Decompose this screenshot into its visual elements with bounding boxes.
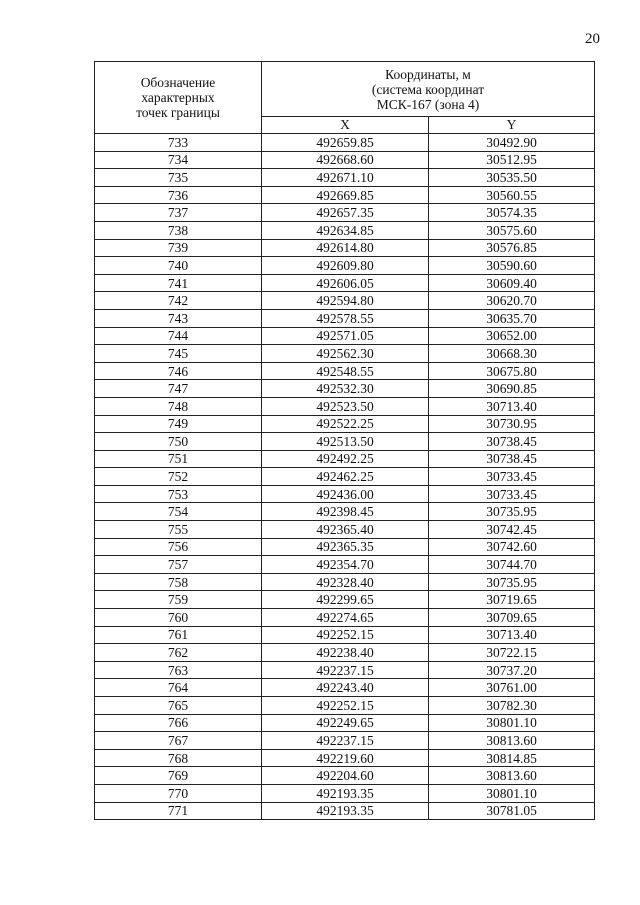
y-coordinate-cell: 30535.50 [429,169,595,187]
table-row [95,327,595,345]
y-coordinate-cell: 30801.10 [429,784,595,802]
table-row [95,468,595,486]
y-coordinate-cell: 30735.95 [429,573,595,591]
table-row [95,679,595,697]
x-coordinate-cell: 492462.25 [262,468,429,486]
y-coordinate-cell: 30713.40 [429,397,595,415]
point-cell: 747 [95,380,262,398]
x-coordinate-cell: 492578.55 [262,309,429,327]
x-coordinate-cell: 492634.85 [262,221,429,239]
y-column-header: Y [429,117,595,134]
point-cell: 762 [95,644,262,662]
point-cell: 753 [95,485,262,503]
point-cell: 771 [95,802,262,820]
point-cell: 741 [95,274,262,292]
y-coordinate-cell: 30738.45 [429,433,595,451]
x-coordinate-cell: 492594.80 [262,292,429,310]
table-row [95,697,595,715]
y-coordinate-cell: 30813.60 [429,767,595,785]
point-cell: 759 [95,591,262,609]
point-cell: 754 [95,503,262,521]
y-coordinate-cell: 30737.20 [429,661,595,679]
x-coordinate-cell: 492299.65 [262,591,429,609]
table-row [95,644,595,662]
point-cell: 763 [95,661,262,679]
point-cell: 733 [95,134,262,152]
x-coordinate-cell: 492365.40 [262,521,429,539]
x-coordinate-cell: 492243.40 [262,679,429,697]
y-coordinate-cell: 30744.70 [429,556,595,574]
point-cell: 767 [95,732,262,750]
point-cell: 761 [95,626,262,644]
x-coordinate-cell: 492522.25 [262,415,429,433]
table-row [95,186,595,204]
x-coordinate-cell: 492219.60 [262,749,429,767]
table-row [95,169,595,187]
point-cell: 746 [95,362,262,380]
y-coordinate-cell: 30575.60 [429,221,595,239]
table-row [95,626,595,644]
point-cell: 738 [95,221,262,239]
table-row [95,433,595,451]
x-coordinate-cell: 492532.30 [262,380,429,398]
table-row [95,221,595,239]
x-coordinate-cell: 492252.15 [262,626,429,644]
y-coordinate-cell: 30709.65 [429,609,595,627]
x-coordinate-cell: 492571.05 [262,327,429,345]
point-cell: 737 [95,204,262,222]
table-row [95,556,595,574]
y-coordinate-cell: 30668.30 [429,345,595,363]
y-coordinate-cell: 30730.95 [429,415,595,433]
y-coordinate-cell: 30738.45 [429,450,595,468]
y-coordinate-cell: 30690.85 [429,380,595,398]
x-coordinate-cell: 492659.85 [262,134,429,152]
y-coordinate-cell: 30574.35 [429,204,595,222]
point-cell: 770 [95,784,262,802]
x-coordinate-cell: 492328.40 [262,573,429,591]
x-coordinate-cell: 492252.15 [262,697,429,715]
y-coordinate-cell: 30576.85 [429,239,595,257]
point-cell: 744 [95,327,262,345]
x-coordinate-cell: 492249.65 [262,714,429,732]
y-coordinate-cell: 30635.70 [429,309,595,327]
point-header-line-2: характерных [141,90,215,105]
table-row [95,345,595,363]
table-row [95,538,595,556]
coords-header-line-1: Координаты, м [385,66,471,82]
table-row [95,257,595,275]
point-cell: 758 [95,573,262,591]
y-coordinate-cell: 30801.10 [429,714,595,732]
point-cell: 735 [95,169,262,187]
y-coordinate-cell: 30652.00 [429,327,595,345]
y-coordinate-cell: 30609.40 [429,274,595,292]
x-coordinate-cell: 492548.55 [262,362,429,380]
x-coordinate-cell: 492614.80 [262,239,429,257]
table-row [95,521,595,539]
table-row [95,503,595,521]
table-row [95,802,595,820]
x-coordinate-cell: 492668.60 [262,151,429,169]
x-column-header: X [262,117,429,134]
y-coordinate-cell: 30713.40 [429,626,595,644]
table-row [95,767,595,785]
x-coordinate-cell: 492609.80 [262,257,429,275]
coords-header-line-3: МСК-167 (зона 4) [376,96,480,112]
point-cell: 769 [95,767,262,785]
y-coordinate-cell: 30782.30 [429,697,595,715]
x-coordinate-cell: 492492.25 [262,450,429,468]
y-coordinate-cell: 30761.00 [429,679,595,697]
x-coordinate-cell: 492523.50 [262,397,429,415]
x-coordinate-cell: 492204.60 [262,767,429,785]
y-coordinate-cell: 30742.60 [429,538,595,556]
y-coordinate-cell: 30813.60 [429,732,595,750]
point-header-line-3: точек границы [136,105,220,120]
point-cell: 752 [95,468,262,486]
point-cell: 745 [95,345,262,363]
x-coordinate-cell: 492671.10 [262,169,429,187]
point-cell: 766 [95,714,262,732]
point-cell: 757 [95,556,262,574]
x-coordinate-cell: 492513.50 [262,433,429,451]
page-number: 20 [585,31,600,47]
x-coordinate-cell: 492669.85 [262,186,429,204]
point-designation-header [95,62,262,134]
y-coordinate-cell: 30733.45 [429,485,595,503]
table-body [95,134,595,820]
x-coordinate-cell: 492398.45 [262,503,429,521]
x-coordinate-cell: 492274.65 [262,609,429,627]
y-coordinate-cell: 30735.95 [429,503,595,521]
table-row [95,784,595,802]
y-coordinate-cell: 30560.55 [429,186,595,204]
table-row [95,450,595,468]
table-row [95,591,595,609]
table-row [95,204,595,222]
table-row [95,274,595,292]
point-cell: 750 [95,433,262,451]
point-cell: 736 [95,186,262,204]
point-cell: 760 [95,609,262,627]
table-row [95,573,595,591]
point-cell: 739 [95,239,262,257]
y-coordinate-cell: 30781.05 [429,802,595,820]
table-row [95,380,595,398]
y-coordinate-cell: 30742.45 [429,521,595,539]
table-row [95,415,595,433]
point-cell: 765 [95,697,262,715]
table-row [95,749,595,767]
y-coordinate-cell: 30590.60 [429,257,595,275]
y-coordinate-cell: 30814.85 [429,749,595,767]
table-row [95,732,595,750]
point-cell: 734 [95,151,262,169]
x-coordinate-cell: 492237.15 [262,732,429,750]
coordinates-header [262,62,595,117]
point-cell: 740 [95,257,262,275]
point-cell: 748 [95,397,262,415]
table-row [95,309,595,327]
x-coordinate-cell: 492606.05 [262,274,429,292]
point-cell: 756 [95,538,262,556]
point-cell: 743 [95,309,262,327]
x-coordinate-cell: 492238.40 [262,644,429,662]
y-coordinate-cell: 30620.70 [429,292,595,310]
point-cell: 768 [95,749,262,767]
y-coordinate-cell: 30512.95 [429,151,595,169]
point-cell: 751 [95,450,262,468]
table-header-row [95,62,595,117]
y-coordinate-cell: 30733.45 [429,468,595,486]
x-coordinate-cell: 492562.30 [262,345,429,363]
point-cell: 749 [95,415,262,433]
table-row [95,609,595,627]
table-row [95,661,595,679]
point-cell: 764 [95,679,262,697]
x-coordinate-cell: 492354.70 [262,556,429,574]
x-coordinate-cell: 492657.35 [262,204,429,222]
point-cell: 742 [95,292,262,310]
x-coordinate-cell: 492365.35 [262,538,429,556]
point-cell: 755 [95,521,262,539]
x-coordinate-cell: 492193.35 [262,784,429,802]
table-row [95,362,595,380]
y-coordinate-cell: 30492.90 [429,134,595,152]
table-row [95,292,595,310]
y-coordinate-cell: 30675.80 [429,362,595,380]
y-coordinate-cell: 30722.15 [429,644,595,662]
table-row [95,239,595,257]
coords-header-line-2: (система координат [371,81,485,97]
boundary-coordinates-table [94,61,595,820]
table-row [95,485,595,503]
table-row [95,397,595,415]
table-row [95,151,595,169]
x-coordinate-cell: 492436.00 [262,485,429,503]
x-coordinate-cell: 492193.35 [262,802,429,820]
x-coordinate-cell: 492237.15 [262,661,429,679]
y-coordinate-cell: 30719.65 [429,591,595,609]
table-row [95,134,595,152]
table-row [95,714,595,732]
point-header-line-1: Обозначение [140,75,216,90]
